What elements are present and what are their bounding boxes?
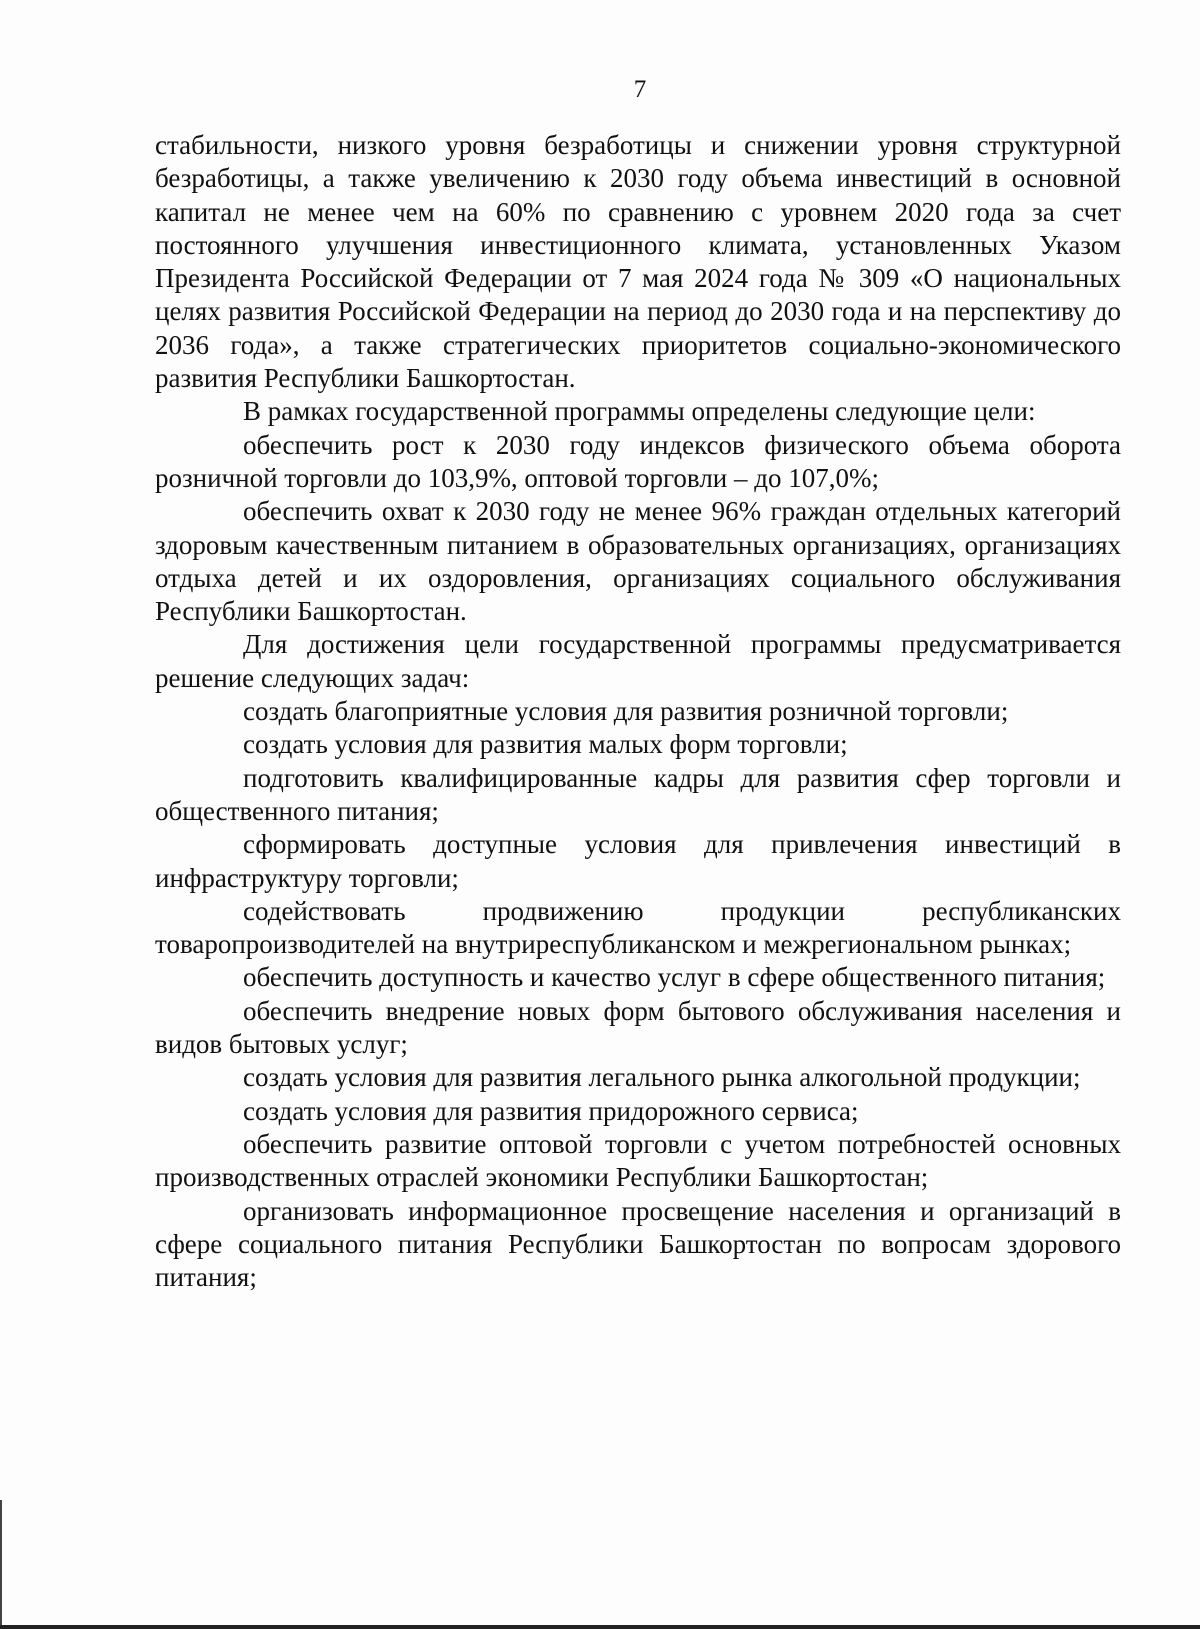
- task-item-6: обеспечить доступность и качество услуг в сфере общественного питания;: [243, 962, 1106, 993]
- document-body: [155, 129, 1121, 1294]
- scan-edge-shadow: [0, 1500, 2, 1629]
- task-item-10: обеспечить развитие оптовой торговли с учетом потребностей основных производственных отраслей экономики Республики Башкортостан;: [155, 1128, 1121, 1193]
- page-number: 7: [633, 76, 647, 103]
- paragraph-4: обеспечить охват к 2030 году не менее 96% граждан отдельных категорий здоровым качественным питанием в образовательных организациях, организациях отдыха детей и их оздоровления, организациях социального обслуживания Республики Башкортостан.: [155, 496, 1121, 627]
- paragraph-2: В рамках государственной программы определены следующие цели:: [243, 396, 1036, 427]
- task-item-3: подготовить квалифицированные кадры для развития сфер торговли и общественного питания;: [155, 762, 1121, 826]
- task-item-7: обеспечить внедрение новых форм бытового обслуживания населения и видов бытовых услуг;: [155, 995, 1121, 1060]
- paragraph-3: обеспечить рост к 2030 году индексов физического объема оборота розничной торговли до 103,9%, оптовой торговли – до 107,0%;: [155, 429, 1121, 493]
- task-item-2: создать условия для развития малых форм торговли;: [243, 729, 848, 760]
- task-item-5: содействовать продвижению продукции республиканских товаропроизводителей на внутриреспубликанском и межрегиональном рынках;: [155, 895, 1121, 960]
- task-item-9: создать условия для развития придорожного сервиса;: [243, 1095, 859, 1126]
- paragraph-1: стабильности, низкого уровня безработицы и снижении уровня структурной безработицы, а также увеличению к 2030 году объема инвестиций в основной капитал не менее чем на 60% по сравнению с уровнем 2020 года за счет постоянного улучшения инвестиционного климата, установленных Указом Президента Российской Федерации от 7 мая 2024 года № 309 «О национальных целях развития Российской Федерации на период до 2030 года и на перспективу до 2036 года», а также стратегических приоритетов социально-экономического развития Республики Башкортостан.: [155, 130, 1121, 394]
- task-item-11: организовать информационное просвещение населения и организаций в сфере социального питания Республики Башкортостан по вопросам здорового питания;: [155, 1195, 1121, 1293]
- paragraph-5: Для достижения цели государственной программы предусматривается решение следующих задач:: [155, 629, 1121, 693]
- scan-bottom-edge: [0, 1625, 1200, 1629]
- task-item-4: сформировать доступные условия для привлечения инвестиций в инфраструктуру торговли;: [155, 829, 1121, 893]
- task-item-1: создать благоприятные условия для развития розничной торговли;: [243, 696, 1009, 727]
- task-item-8: создать условия для развития легального рынка алкогольной продукции;: [243, 1062, 1081, 1093]
